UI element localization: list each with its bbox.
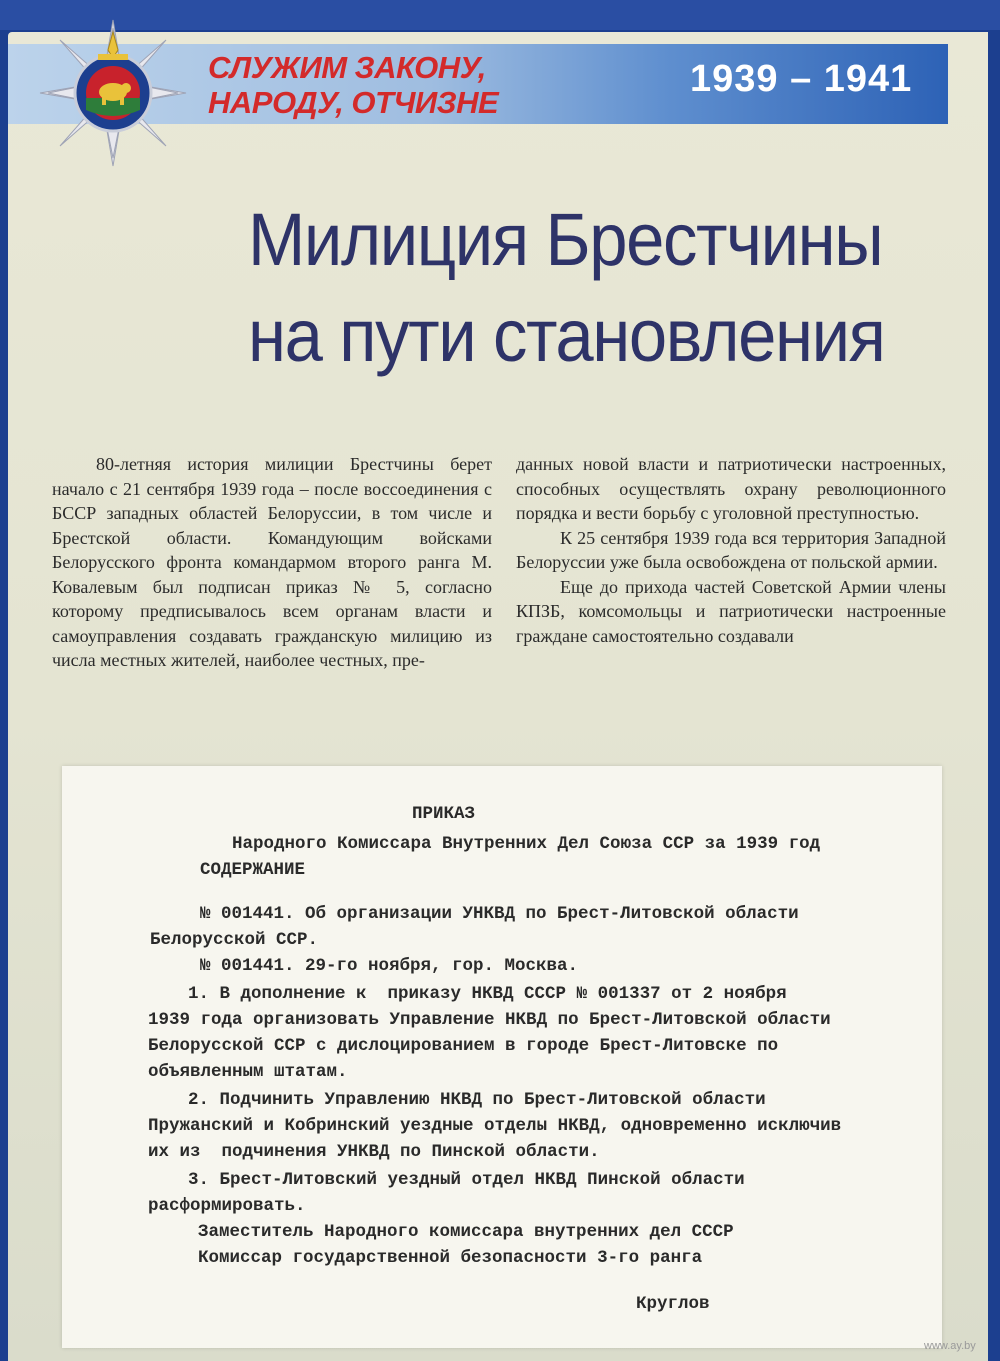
article-paragraph: 80-летняя история милиции Брестчины берет начало с 21 сентября 1939 года – после воссоединения с БССР западных областей Белоруссии, в том числе и Брестской области. Командующим войсками Белорусского фронта командармом второго ранга М. Ковалевым был подписан приказ № 5, согласно которому предписывалось всем органам власти и самоуправления создавать гражданскую милицию из числа местных жителей, наиболее честных, пре- [52,454,492,670]
motto-line-2: НАРОДУ, ОТЧИЗНЕ [208,85,499,120]
document-line: 2. Подчинить Управлению НКВД по Брест-Литовской области [188,1090,766,1110]
document-line: 3. Брест-Литовский уездный отдел НКВД Пинской области [188,1170,745,1190]
document-line: СОДЕРЖАНИЕ [200,860,306,880]
document-signatory-rank: Комиссар государственной безопасности 3-го ранга [198,1248,703,1268]
article-column-right [516,452,946,648]
document-line: Народного Комиссара Внутренних Дел Союза ССР за 1939 год [232,834,821,854]
title-line-1: Милиция Брестчины [248,198,883,281]
motto-line-1: СЛУЖИМ ЗАКОНУ, [208,50,486,85]
document-line: Пружанский и Кобринский уездные отделы НКВД, одновременно исключив [148,1116,842,1136]
watermark: www.ay.by [924,1340,976,1352]
article-paragraph: Еще до прихода частей Советской Армии члены КПЗБ, комсомольцы и патриотически настроенные граждане самостоятельно создавали [516,576,946,646]
article-title [248,192,918,384]
document-heading: ПРИКАЗ [412,804,476,824]
document-line: 1939 года организовать Управление НКВД по Брест-Литовской области [148,1010,831,1030]
header-years: 1939 – 1941 [690,58,913,100]
document-line: объявленным штатам. [148,1062,348,1082]
document-line: № 001441. 29-го ноября, гор. Москва. [200,956,579,976]
archival-order-document [62,766,942,1348]
document-line: № 001441. Об организации УНКВД по Брест-Литовской области [200,904,799,924]
article-column-left [52,452,492,673]
document-line: Белорусской ССР с дислоцированием в городе Брест-Литовске по [148,1036,779,1056]
document-line: расформировать. [148,1196,306,1216]
title-line-2: на пути становления [248,294,885,377]
document-line: Белорусской ССР. [150,930,319,950]
header-motto [208,50,608,120]
article-paragraph: К 25 сентября 1939 года вся территория Западной Белоруссии уже была освобождена от польской армии. [516,527,946,572]
document-line: их из подчинения УНКВД по Пинской области. [148,1142,600,1162]
document-signatory-title: Заместитель Народного комиссара внутренних дел СССР [198,1222,734,1242]
document-line: 1. В дополнение к приказу НКВД СССР № 001337 от 2 ноября [188,984,787,1004]
police-emblem-icon [38,18,188,168]
document-signature-name: Круглов [636,1294,710,1314]
article-paragraph: данных новой власти и патриотически настроенных, способных осуществлять охрану революционного порядка и вести борьбу с уголовной преступностью. [516,454,946,523]
